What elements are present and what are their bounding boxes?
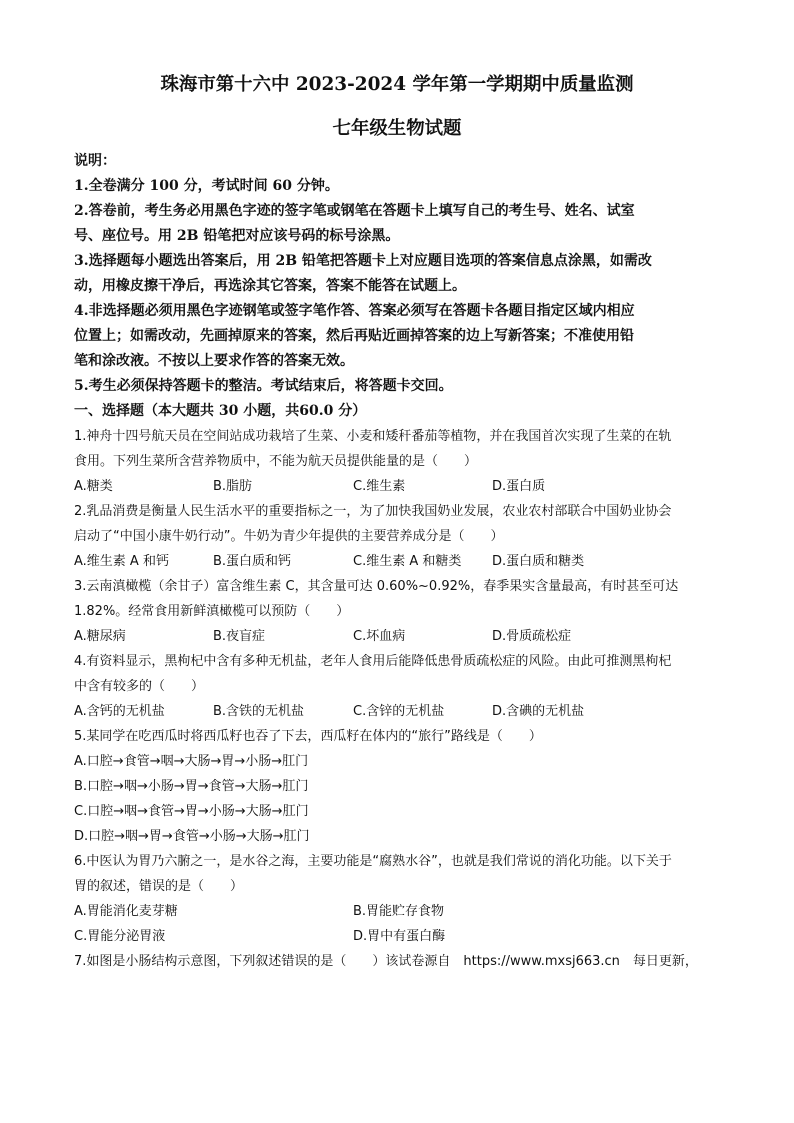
option-d: D.口腔→咽→胃→食管→小肠→大肠→肛门 (74, 829, 310, 844)
question-stem: 启动了“中国小康牛奶行动”。牛奶为青少年提供的主要营养成分是（ ） (74, 529, 504, 544)
question-stem: 5.某同学在吃西瓜时将西瓜籽也吞了下去，西瓜籽在体内的“旅行”路线是（ ） (74, 729, 542, 744)
question-stem: 7.如图是小肠结构示意图，下列叙述错误的是（ ）该试卷源自 https://www.mxsj663.cn 每日更新， (74, 954, 698, 969)
instruction-line: 号、座位号。用 2B 铅笔把对应该号码的标号涂黑。 (74, 228, 400, 244)
question-stem: 4.有资料显示，黑枸杞中含有多种无机盐，老年人食用后能降低患骨质疏松症的风险。由此可推测黑枸杞 (74, 654, 672, 669)
instruction-line: 3.选择题每小题选出答案后，用 2B 铅笔把答题卡上对应题目选项的答案信息点涂黑，如需改 (74, 253, 652, 269)
option-d: D.蛋白质和糖类 (492, 554, 585, 569)
exam-subtitle: 七年级生物试题 (332, 118, 462, 139)
question-stem: 中含有较多的（ ） (74, 679, 205, 694)
instruction-line: 5.考生必须保持答题卡的整洁。考试结束后，将答题卡交回。 (74, 378, 453, 394)
option-a: A.含钙的无机盐 (74, 704, 165, 719)
option-d: D.胃中有蛋白酶 (353, 929, 446, 944)
option-b: B.胃能贮存食物 (353, 904, 445, 919)
option-c: C.胃能分泌胃液 (74, 929, 166, 944)
option-b: B.口腔→咽→小肠→胃→食管→大肠→肛门 (74, 779, 309, 794)
question-stem: 胃的叙述，错误的是（ ） (74, 879, 244, 894)
option-b: B.含铁的无机盐 (213, 704, 305, 719)
instructions-heading: 说明： (74, 153, 116, 169)
option-a: A.糖类 (74, 479, 113, 494)
option-c: C.维生素 A 和糖类 (353, 554, 462, 569)
option-d: D.蛋白质 (492, 479, 546, 494)
question-stem: 3.云南滇橄榄（余甘子）富含维生素 C，其含量可达 0.60%~0.92%，春季果实含量最高，有时甚至可达 (74, 579, 679, 594)
instruction-line: 位置上；如需改动，先画掉原来的答案，然后再贴近画掉答案的边上写新答案；不准使用铅 (74, 328, 634, 344)
option-d: D.骨质疏松症 (492, 629, 572, 644)
option-c: C.坏血病 (353, 629, 406, 644)
question-stem: 2.乳品消费是衡量人民生活水平的重要指标之一，为了加快我国奶业发展，农业农村部联合中国奶业协会 (74, 504, 672, 519)
option-a: A.胃能消化麦芽糖 (74, 904, 178, 919)
option-a: A.口腔→食管→咽→大肠→胃→小肠→肛门 (74, 754, 309, 769)
question-stem: 食用。下列生菜所含营养物质中，不能为航天员提供能量的是（ ） (74, 454, 478, 469)
option-a: A.维生素 A 和钙 (74, 554, 169, 569)
instruction-line: 笔和涂改液。不按以上要求作答的答案无效。 (74, 353, 354, 369)
option-d: D.含碘的无机盐 (492, 704, 585, 719)
instruction-line: 2.答卷前，考生务必用黑色字迹的签字笔或钢笔在答题卡上填写自己的考生号、姓名、试室 (74, 203, 635, 219)
option-c: C.口腔→咽→食管→胃→小肠→大肠→肛门 (74, 804, 309, 819)
instruction-line: 4.非选择题必须用黑色字迹钢笔或签字笔作答、答案必须写在答题卡各题目指定区域内相应 (74, 303, 635, 319)
instruction-line: 1.全卷满分 100 分，考试时间 60 分钟。 (74, 178, 339, 194)
option-b: B.脂肪 (213, 479, 253, 494)
option-c: C.维生素 (353, 479, 406, 494)
section-heading: 一、选择题（本大题共 30 小题，共60.0 分） (74, 403, 367, 419)
question-stem: 1.82%。经常食用新鲜滇橄榄可以预防（ ） (74, 604, 350, 619)
question-stem: 1.神舟十四号航天员在空间站成功栽培了生菜、小麦和矮秆番茄等植物，并在我国首次实现了生菜的在轨 (74, 429, 672, 444)
option-a: A.糖尿病 (74, 629, 126, 644)
option-c: C.含锌的无机盐 (353, 704, 445, 719)
question-stem: 6.中医认为胃乃六腑之一，是水谷之海，主要功能是“腐熟水谷”，也就是我们常说的消化功能。以下关于 (74, 854, 672, 869)
option-b: B.夜盲症 (213, 629, 266, 644)
instruction-line: 动，用橡皮擦干净后，再选涂其它答案，答案不能答在试题上。 (74, 278, 466, 294)
option-b: B.蛋白质和钙 (213, 554, 292, 569)
exam-title: 珠海市第十六中 2023-2024 学年第一学期期中质量监测 (160, 74, 634, 95)
